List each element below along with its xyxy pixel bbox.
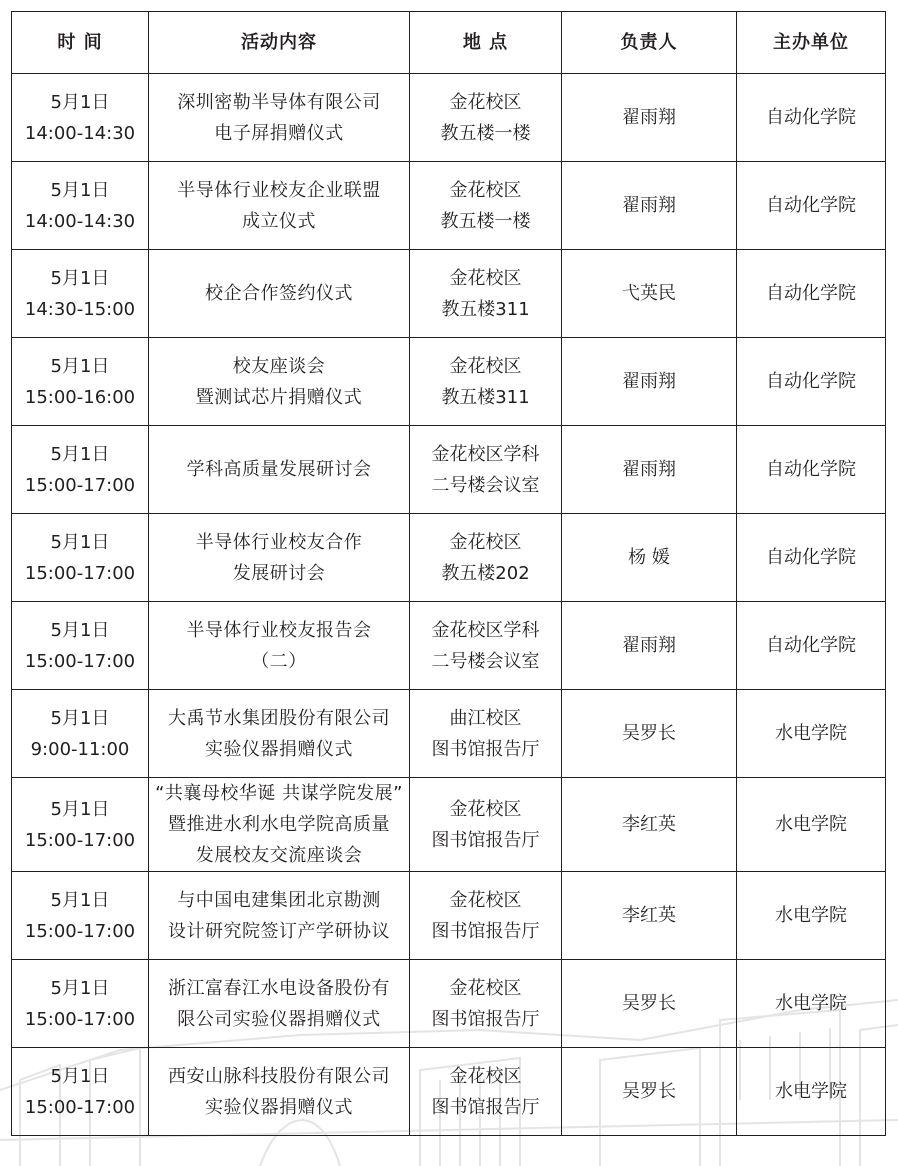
cell-person: 翟雨翔 [562,74,737,162]
cell-time-text: 15:00-17:00 [24,1096,136,1118]
cell-place [410,1048,562,1136]
cell-content [149,250,410,338]
cell-place-line: 教五楼一楼 [440,210,531,232]
cell-time-text: 15:00-17:00 [24,650,136,672]
cell-org: 水电学院 [737,690,886,778]
cell-org: 水电学院 [737,1048,886,1136]
cell-person: 吴罗长 [562,1048,737,1136]
cell-time [12,162,149,250]
cell-content-line: （二） [251,650,307,672]
table-row [12,690,886,778]
cell-place-line: 二号楼会议室 [431,650,540,672]
cell-place-line: 二号楼会议室 [431,474,540,496]
cell-person: 翟雨翔 [562,162,737,250]
cell-org: 水电学院 [737,778,886,872]
cell-place [410,426,562,514]
table-header-row [12,12,886,74]
table-row [12,778,886,872]
cell-place-line: 金花校区学科 [431,443,540,465]
header-content: 活动内容 [149,12,410,74]
cell-content [149,778,410,872]
cell-org: 自动化学院 [737,338,886,426]
cell-org: 自动化学院 [737,250,886,338]
cell-content [149,162,410,250]
cell-person: 吴罗长 [562,690,737,778]
cell-time-text: 14:30-15:00 [24,298,136,320]
cell-place-line: 金花校区 [449,531,522,553]
cell-place-line: 图书馆报告厅 [431,829,540,851]
cell-content [149,426,410,514]
cell-place-line: 教五楼311 [441,298,530,320]
cell-content-line: 校友座谈会 [232,355,326,377]
cell-date-text: 5月1日 [50,1065,110,1087]
cell-date-text: 5月1日 [50,91,110,113]
cell-place-line: 金花校区 [449,267,522,289]
cell-place-line: 金花校区 [449,798,522,820]
cell-date-text: 5月1日 [50,619,110,641]
cell-org: 水电学院 [737,872,886,960]
cell-date-text: 5月1日 [50,707,110,729]
cell-date-text: 5月1日 [50,443,110,465]
cell-place-line: 金花校区 [449,1065,522,1087]
cell-person: 李红英 [562,778,737,872]
cell-content-line: 发展校友交流座谈会 [195,845,363,866]
cell-time-text: 15:00-17:00 [24,920,136,942]
cell-date-text: 5月1日 [50,977,110,999]
cell-content-line: 电子屏捐赠仪式 [214,122,344,144]
cell-person: 弋英民 [562,250,737,338]
cell-place [410,514,562,602]
cell-content-line: 大禹节水集团股份有限公司 [168,707,390,729]
cell-content [149,74,410,162]
table-row [12,338,886,426]
cell-time [12,74,149,162]
cell-place [410,162,562,250]
cell-place [410,602,562,690]
cell-content-line: 发展研讨会 [232,562,326,584]
cell-date-text: 5月1日 [50,531,110,553]
cell-person: 翟雨翔 [562,602,737,690]
cell-time [12,250,149,338]
cell-org: 水电学院 [737,960,886,1048]
table-row [12,1048,886,1136]
cell-person: 翟雨翔 [562,426,737,514]
cell-date-text: 5月1日 [50,889,110,911]
cell-date-text: 5月1日 [50,179,110,201]
cell-time-text: 15:00-17:00 [24,562,136,584]
table-row [12,74,886,162]
table-row [12,162,886,250]
cell-date-text: 5月1日 [50,267,110,289]
cell-time [12,778,149,872]
cell-content [149,1048,410,1136]
cell-place-line: 曲江校区 [449,707,522,729]
table-row [12,514,886,602]
cell-person: 杨 媛 [562,514,737,602]
cell-place [410,690,562,778]
cell-content-line: 设计研究院签订产学研协议 [168,920,390,942]
cell-org: 自动化学院 [737,74,886,162]
header-place: 地 点 [410,12,562,74]
cell-content-line: 浙江富春江水电设备股份有 [168,977,390,999]
cell-content [149,690,410,778]
header-org: 主办单位 [737,12,886,74]
cell-time-text: 15:00-16:00 [24,386,136,408]
table-row [12,250,886,338]
cell-time [12,872,149,960]
cell-content-line: 实验仪器捐赠仪式 [205,738,353,760]
cell-content-line: 西安山脉科技股份有限公司 [168,1065,390,1087]
cell-time [12,514,149,602]
cell-time-text: 15:00-17:00 [24,474,136,496]
cell-time-text: 15:00-17:00 [24,829,136,851]
cell-content [149,338,410,426]
cell-content-line: 半导体行业校友合作 [195,531,363,553]
cell-place-line: 教五楼311 [441,386,530,408]
cell-time [12,1048,149,1136]
cell-time-text: 15:00-17:00 [24,1008,136,1030]
cell-place-line: 教五楼202 [441,562,530,584]
cell-place-line: 金花校区 [449,179,522,201]
table-row [12,602,886,690]
cell-content-line: 深圳密勒半导体有限公司 [177,91,381,113]
cell-content-line: 限公司实验仪器捐赠仪式 [177,1008,381,1030]
cell-content [149,514,410,602]
cell-place-line: 金花校区 [449,977,522,999]
cell-place [410,250,562,338]
cell-place [410,960,562,1048]
cell-time-text: 14:00-14:30 [24,122,136,144]
cell-place-line: 图书馆报告厅 [431,738,540,760]
cell-time-text: 14:00-14:30 [24,210,136,232]
cell-time [12,960,149,1048]
cell-place [410,778,562,872]
cell-content-line: 校企合作签约仪式 [205,283,353,304]
cell-content-line: “共襄母校华诞 共谋学院发展” [155,783,403,804]
cell-org: 自动化学院 [737,426,886,514]
cell-place [410,74,562,162]
cell-org: 自动化学院 [737,514,886,602]
cell-place-line: 图书馆报告厅 [431,1096,540,1118]
cell-person: 李红英 [562,872,737,960]
cell-place-line: 金花校区 [449,91,522,113]
cell-place-line: 图书馆报告厅 [431,1008,540,1030]
table-row [12,426,886,514]
cell-org: 自动化学院 [737,602,886,690]
cell-person: 翟雨翔 [562,338,737,426]
cell-content-line: 半导体行业校友企业联盟 [177,179,381,201]
cell-time [12,426,149,514]
cell-place-line: 图书馆报告厅 [431,920,540,942]
cell-place [410,338,562,426]
table-row [12,872,886,960]
cell-place-line: 金花校区学科 [431,619,540,641]
header-time: 时 间 [12,12,149,74]
cell-time [12,338,149,426]
cell-content [149,960,410,1048]
cell-time [12,602,149,690]
cell-content [149,872,410,960]
cell-content-line: 实验仪器捐赠仪式 [205,1096,353,1118]
cell-person: 吴罗长 [562,960,737,1048]
activity-schedule-table [11,11,886,1136]
cell-date-text: 5月1日 [50,798,110,820]
cell-content-line: 半导体行业校友报告会 [186,619,372,641]
cell-content-line: 学科高质量发展研讨会 [186,459,372,480]
cell-place-line: 教五楼一楼 [440,122,531,144]
cell-place-line: 金花校区 [449,355,522,377]
cell-content-line: 暨测试芯片捐赠仪式 [195,386,363,408]
cell-time [12,690,149,778]
header-person: 负责人 [562,12,737,74]
cell-content-line: 与中国电建集团北京勘测 [177,889,381,911]
cell-place [410,872,562,960]
cell-content-line: 暨推进水利水电学院高质量 [168,814,390,835]
table-row [12,960,886,1048]
cell-date-text: 5月1日 [50,355,110,377]
cell-place-line: 金花校区 [449,889,522,911]
cell-content [149,602,410,690]
cell-time-text: 9:00-11:00 [30,738,130,760]
cell-org: 自动化学院 [737,162,886,250]
cell-content-line: 成立仪式 [242,210,316,232]
